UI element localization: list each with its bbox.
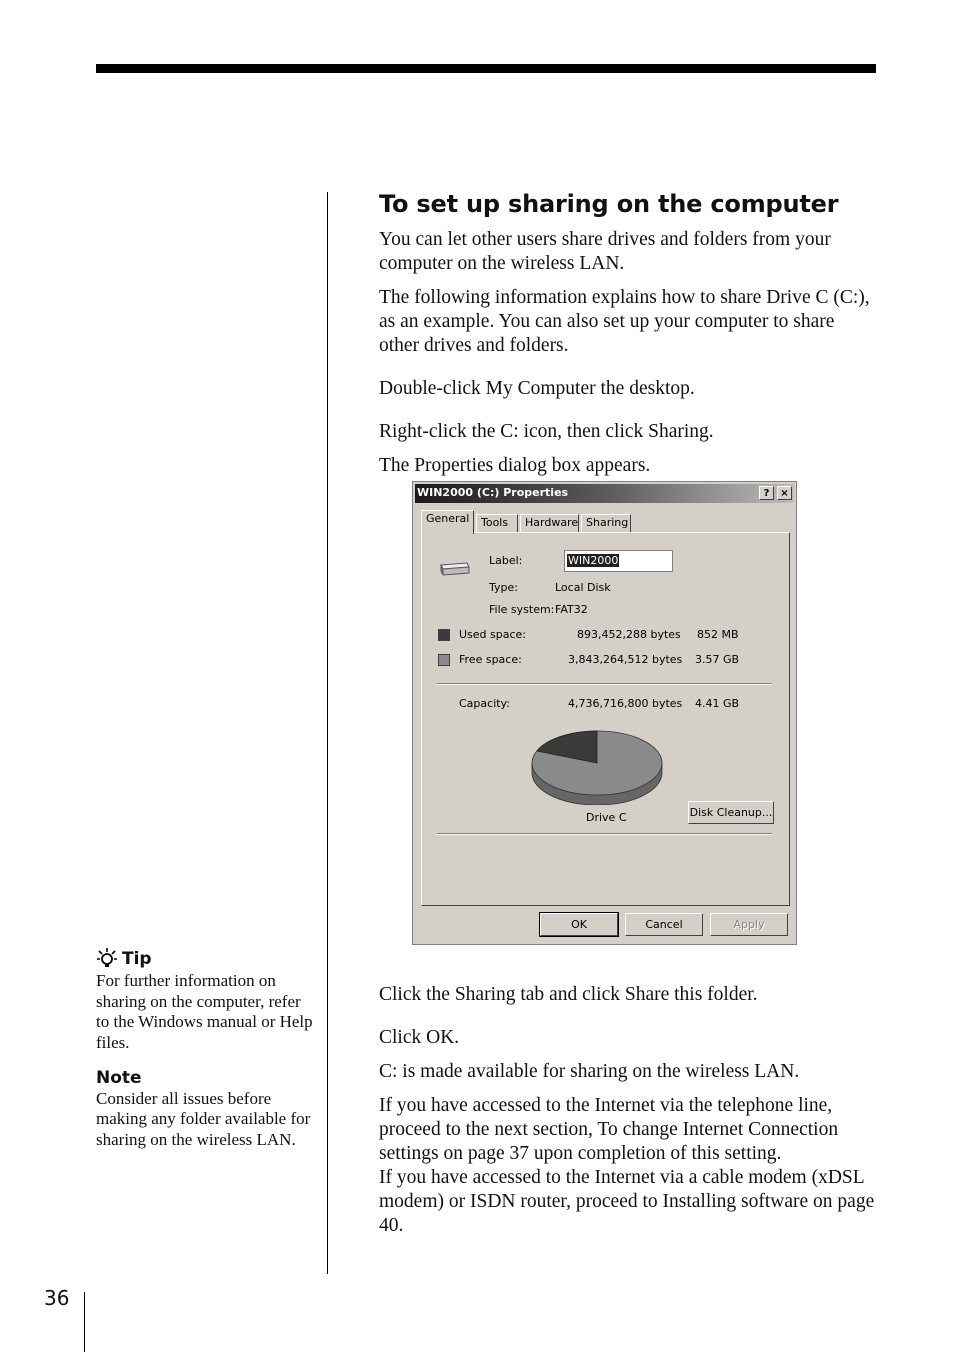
- help-button[interactable]: ?: [759, 486, 774, 500]
- label-value: WIN2000: [568, 554, 619, 567]
- tab-hardware[interactable]: Hardware: [520, 514, 579, 532]
- used-space-swatch: [438, 629, 450, 641]
- type-caption: Type:: [489, 581, 518, 594]
- dialog-title-bar[interactable]: [415, 484, 794, 503]
- step-3: Click the Sharing tab and click Share this folder.: [379, 984, 758, 1005]
- free-space-swatch: [438, 654, 450, 666]
- column-divider: [327, 192, 328, 1274]
- hard-drive-icon: [439, 561, 471, 577]
- properties-dialog: [412, 481, 797, 945]
- used-space-bytes: 893,452,288 bytes: [577, 628, 681, 641]
- capacity-caption: Capacity:: [459, 697, 510, 710]
- dialog-title: WIN2000 (C:) Properties: [417, 486, 569, 499]
- intro-paragraph-2: The following information explains how to share Drive C (C:), as an example. You can also set up your computer to share other drives and folders.: [379, 287, 870, 356]
- page-number: 36: [44, 1286, 70, 1310]
- capacity-bytes: 4,736,716,800 bytes: [568, 697, 683, 710]
- type-value: Local Disk: [555, 581, 611, 594]
- disk-usage-pie: [530, 729, 664, 805]
- tip-label: Tip: [122, 948, 152, 969]
- used-space-size: 852 MB: [697, 628, 739, 641]
- page-number-rule: [84, 1292, 85, 1352]
- used-space-caption: Used space:: [459, 628, 527, 641]
- general-tab-panel: [421, 532, 790, 906]
- tab-general[interactable]: General: [421, 510, 474, 534]
- drive-label: Drive C: [586, 811, 627, 824]
- note-label: Note: [96, 1068, 142, 1088]
- intro-paragraph-1: You can let other users share drives and folders from your computer on the wireless LAN.: [379, 229, 831, 274]
- tip-heading: [96, 947, 314, 971]
- note-text: Consider all issues before making any folder available for sharing on the wireless LAN.: [96, 1088, 311, 1149]
- free-space-caption: Free space:: [459, 653, 522, 666]
- close-button[interactable]: ×: [777, 486, 792, 500]
- apply-button[interactable]: Apply: [710, 913, 788, 936]
- separator-2: [437, 833, 772, 835]
- ok-button[interactable]: OK: [540, 913, 618, 936]
- sidebar: [96, 947, 314, 1150]
- cancel-button[interactable]: Cancel: [625, 913, 703, 936]
- free-space-bytes: 3,843,264,512 bytes: [568, 653, 683, 666]
- label-caption: Label:: [489, 554, 523, 567]
- tab-sharing[interactable]: Sharing: [581, 514, 631, 532]
- free-space-size: 3.57 GB: [695, 653, 740, 666]
- disk-cleanup-button[interactable]: Disk Cleanup...: [688, 801, 774, 824]
- step-2: Right-click the C: icon, then click Sharing.: [379, 421, 714, 442]
- label-input[interactable]: [564, 550, 673, 572]
- capacity-size: 4.41 GB: [695, 697, 740, 710]
- step-2-result: The Properties dialog box appears.: [379, 455, 651, 476]
- section-title: To set up sharing on the computer: [379, 190, 839, 218]
- outro-paragraph-1: If you have accessed to the Internet via the telephone line, proceed to the next section, To change Internet Connection settings on page 37 upon completion of this setting.: [379, 1095, 839, 1164]
- file-system-caption: File system:: [489, 603, 555, 616]
- tab-tools[interactable]: Tools: [476, 514, 518, 532]
- tip-text: For further information on sharing on the computer, refer to the Windows manual or Help files.: [96, 971, 313, 1052]
- step-1: Double-click My Computer the desktop.: [379, 378, 695, 399]
- outro-paragraph-2: If you have accessed to the Internet via a cable modem (xDSL modem) or ISDN router, proceed to Installing software on page 40.: [379, 1167, 875, 1236]
- note-heading: [96, 1068, 314, 1089]
- lightbulb-icon: [96, 947, 118, 971]
- step-4: Click OK.: [379, 1027, 460, 1048]
- separator-1: [437, 683, 772, 685]
- file-system-value: FAT32: [555, 603, 588, 616]
- top-rule: [96, 64, 876, 73]
- step-4-result: C: is made available for sharing on the wireless LAN.: [379, 1061, 800, 1082]
